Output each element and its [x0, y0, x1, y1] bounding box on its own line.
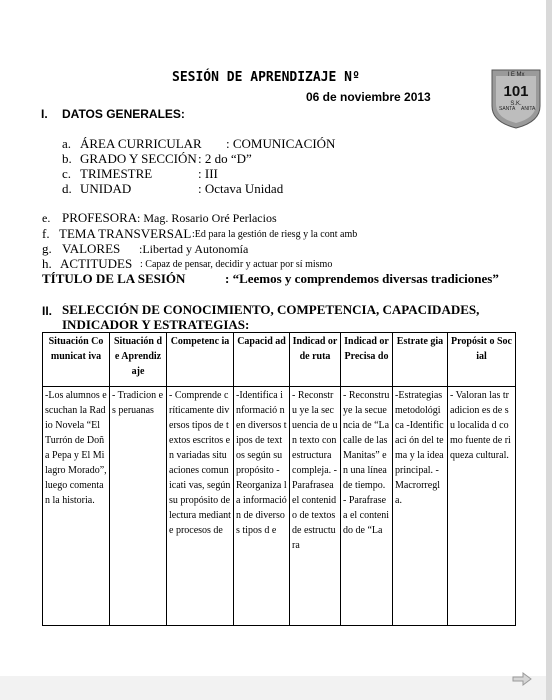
datos-key: a. — [62, 136, 72, 151]
table-header-cell: Indicad or Precisa do — [341, 333, 393, 387]
tema-label: TEMA TRANSVERSAL — [59, 226, 192, 241]
datos-label: TRIMESTRE — [80, 166, 153, 181]
svg-text:SANTA: SANTA — [499, 106, 516, 112]
datos-label: GRADO Y SECCIÓN — [80, 151, 197, 166]
datos-key: b. — [62, 151, 72, 166]
strategy-table — [42, 332, 516, 626]
section1-heading: DATOS GENERALES: — [62, 107, 185, 121]
titulo-sesion-label: TÍTULO DE LA SESIÓN — [42, 271, 186, 286]
actitudes-value: : Capaz de pensar, decidir y actuar por sí mismo — [140, 259, 333, 270]
svg-text:I E Mx: I E Mx — [507, 72, 525, 78]
actitudes-label: ACTITUDES — [60, 256, 133, 271]
tema-key: f. — [42, 226, 50, 241]
table-header-row — [43, 333, 516, 387]
section2-heading-line1: SELECCIÓN DE CONOCIMIENTO, COMPETENCIA, CAPACIDADES, — [62, 302, 480, 317]
table-cell: - Reconstru ye la secuencia de “La calle de las Manitas” en una línea de tiempo. - Parafrasea el contenido de “La — [341, 387, 393, 626]
datos-key: d. — [62, 181, 72, 196]
window-edge-right — [546, 0, 552, 700]
table-row — [43, 387, 516, 626]
table-cell: - Reconstru ye la secuencia de un texto con estructura compleja. - Parafrasea el contenido de textos de estructura — [290, 387, 341, 626]
svg-text:S.K.: S.K. — [510, 101, 522, 107]
table-cell: - Tradicion es peruanas — [110, 387, 167, 626]
window-edge-bottom — [0, 676, 546, 700]
valores-label: VALORES — [62, 241, 121, 256]
table-header-cell: Estrate gia — [393, 333, 448, 387]
valores-value: :Libertad y Autonomía — [139, 242, 249, 256]
datos-value: : COMUNICACIÓN — [226, 136, 336, 151]
document-title: SESIÓN DE APRENDIZAJE Nº — [172, 70, 360, 85]
actitudes-key: h. — [42, 256, 52, 271]
table-cell: - Comprende críticamente diversos tipos de textos escritos en variadas situaciones comunicati vas, según su propósito de lectura mediante procesos de — [167, 387, 234, 626]
school-logo — [490, 66, 542, 130]
valores-key: g. — [42, 241, 52, 256]
tema-value: :Ed para la gestión de riesg y la cont amb — [192, 229, 358, 240]
datos-value: : III — [198, 166, 218, 181]
titulo-sesion-value: : “Leemos y comprendemos diversas tradiciones” — [225, 271, 499, 286]
datos-label: UNIDAD — [80, 181, 132, 196]
datos-label: ÁREA CURRICULAR — [80, 136, 202, 151]
section1-numeral: I. — [41, 107, 48, 121]
datos-value: : Octava Unidad — [198, 181, 284, 196]
table-header-cell: Situación de Aprendiz aje — [110, 333, 167, 387]
datos-value: : 2 do “D” — [198, 151, 252, 166]
section2-heading-line2: INDICADOR Y ESTRATEGIAS: — [62, 317, 250, 332]
table-header-cell: Indicad or de ruta — [290, 333, 341, 387]
table-header-cell: Propósit o Social — [448, 333, 516, 387]
datos-key: c. — [62, 166, 72, 181]
table-cell: - Valoran las tradicion es de su localida d como fuente de riqueza cultural. — [448, 387, 516, 626]
profesora-value: : Mag. Rosario Oré Perlacios — [137, 211, 277, 225]
table-cell: -Identifica informació n en diversos tipos de textos según su propósito - Reorganiza la informació n de diversos tipos d e — [234, 387, 290, 626]
profesora-key: e. — [42, 211, 51, 225]
table-header-cell: Capacid ad — [234, 333, 290, 387]
svg-text:ANITA: ANITA — [521, 106, 536, 112]
table-header-cell: Situación Comunicat iva — [43, 333, 110, 387]
svg-text:101: 101 — [503, 83, 529, 100]
next-page-arrow-icon[interactable] — [512, 672, 532, 686]
table-header-cell: Competenc ia — [167, 333, 234, 387]
table-cell: -Estrategias metodológi ca -Identificaci ón del tema y la idea principal. - Macrorregl a. — [393, 387, 448, 626]
profesora-label: PROFESORA — [62, 210, 138, 225]
section2-numeral: II. — [42, 304, 53, 318]
table-cell: -Los alumnos escuchan la Radio Novela “El Turrón de Doña Pepa y El Milagro Morado”, luego comentan la historia. — [43, 387, 110, 626]
document-date: 06 de noviembre 2013 — [306, 90, 431, 104]
